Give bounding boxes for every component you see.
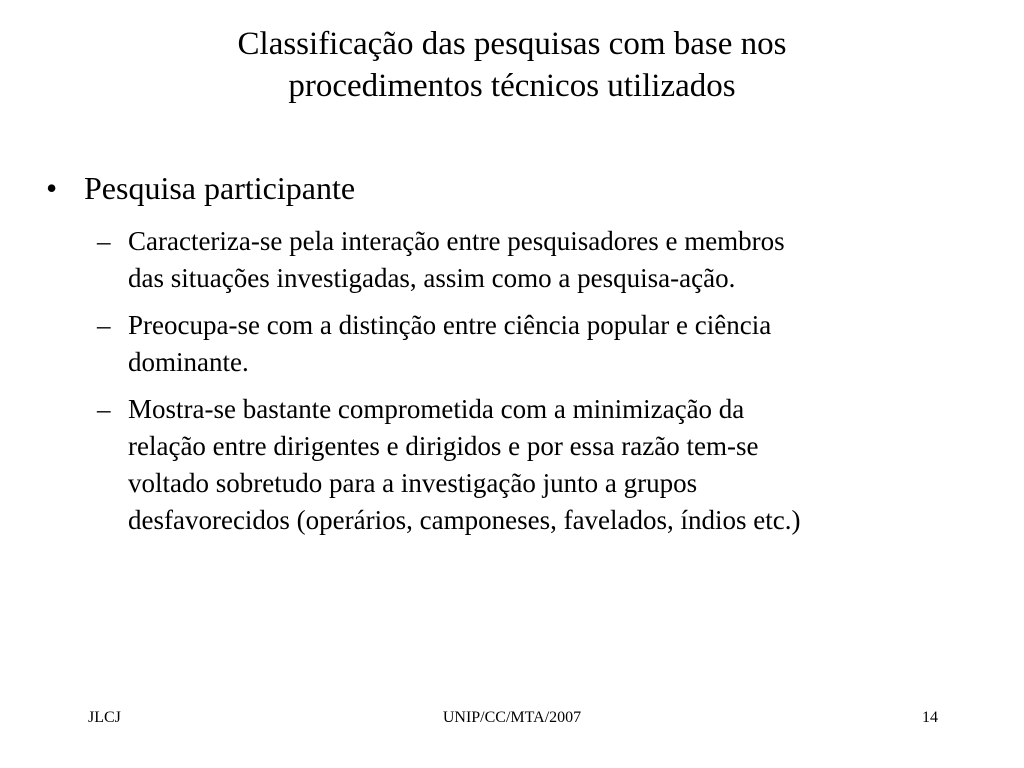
subitem-list (97, 223, 997, 549)
dash-marker: – (97, 310, 111, 340)
dash-marker: – (97, 394, 111, 424)
subitem-line: Preocupa-se com a distinção entre ciência popular e ciência (128, 310, 772, 340)
subitem (97, 223, 997, 297)
subitem-line: dominante. (128, 347, 249, 377)
subitem (97, 307, 997, 381)
subitem-text (128, 391, 997, 539)
subitem-line: das situações investigadas, assim como a pesquisa-ação. (128, 263, 736, 293)
title-line: procedimentos técnicos utilizados (288, 68, 736, 104)
bullet-text: Pesquisa participante (84, 170, 356, 206)
slide-title (0, 23, 1024, 107)
bullet-item (46, 168, 355, 208)
bullet-marker: • (46, 170, 58, 206)
subitem-line: relação entre dirigentes e dirigidos e por essa razão tem-se (128, 431, 759, 461)
subitem (97, 391, 997, 539)
title-line: Classificação das pesquisas com base nos (237, 26, 787, 62)
subitem-line: desfavorecidos (operários, camponeses, favelados, índios etc.) (128, 505, 801, 535)
subitem-text (128, 307, 997, 381)
subitem-line: Mostra-se bastante comprometida com a minimização da (128, 394, 745, 424)
subitem-line: Caracteriza-se pela interação entre pesquisadores e membros (128, 226, 785, 256)
dash-marker: – (97, 226, 111, 256)
footer-page-number: 14 (922, 709, 938, 726)
subitem-line: voltado sobretudo para a investigação junto a grupos (128, 468, 698, 498)
footer-course: UNIP/CC/MTA/2007 (442, 709, 582, 726)
footer-author: JLCJ (88, 709, 121, 726)
subitem-text (128, 223, 997, 297)
